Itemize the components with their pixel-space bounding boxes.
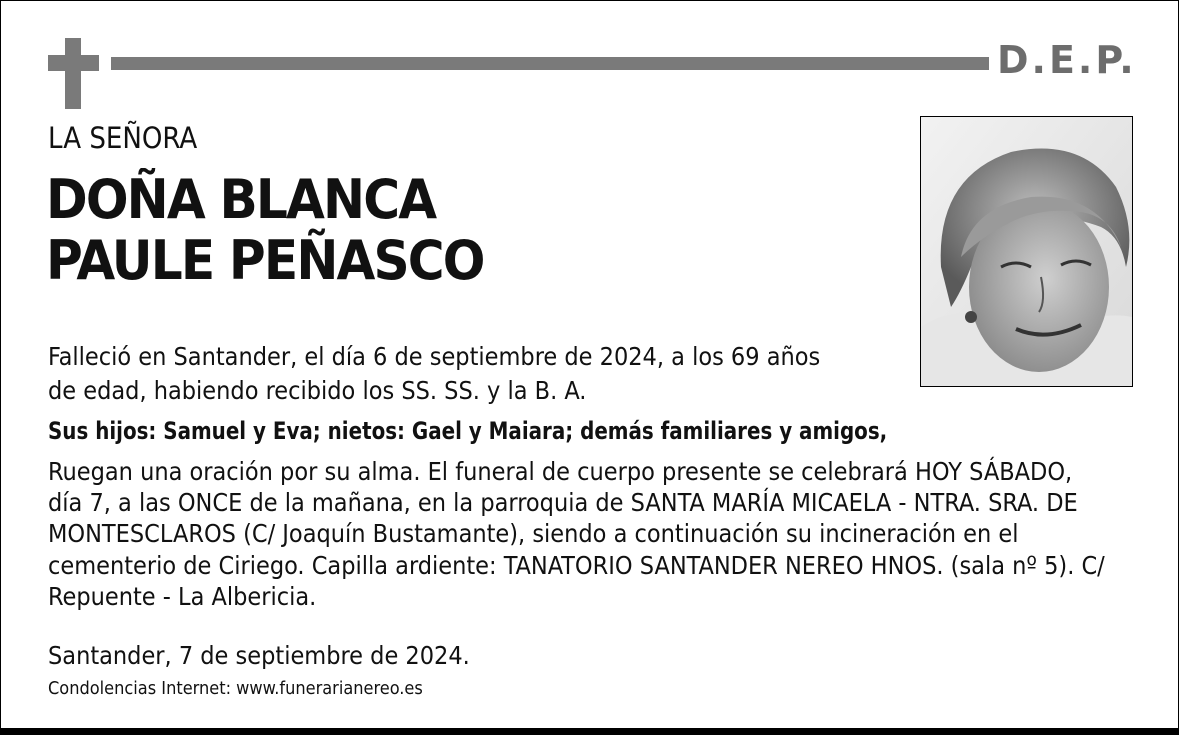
deceased-name-line2: PAULE PEÑASCO	[46, 229, 484, 292]
header-rule	[111, 57, 989, 70]
funeral-details: Ruegan una oración por su alma. El funeral de cuerpo presente se celebrará HOY SÁBADO, día 7, a las ONCE de la mañana, en la parroquia de SANTA MARÍA MICAELA - NTRA. SRA. DE MONTESCLAROS (C/ Joaquín Bustamante), siendo a continuación su incineración en el cementerio de Ciriego. Capilla ardiente: TANATORIO SANTANDER NEREO HNOS. (sala nº 5). C/ Repuente - La Albericia.	[48, 457, 1105, 611]
place-date: Santander, 7 de septiembre de 2024.	[48, 641, 470, 670]
portrait-photo	[920, 116, 1133, 387]
dep-label: D.E.P.	[997, 38, 1137, 82]
death-line-1: Falleció en Santander, el día 6 de septiembre de 2024, a los 69 años	[48, 342, 821, 371]
family-line: Sus hijos: Samuel y Eva; nietos: Gael y Maiara; demás familiares y amigos,	[48, 417, 888, 445]
cross-horizontal-bar	[48, 55, 99, 71]
condolences-link[interactable]: Condolencias Internet: www.funerarianereo.es	[48, 678, 423, 699]
deceased-name	[46, 169, 484, 291]
deceased-name-line1: DOÑA BLANCA	[46, 168, 436, 231]
title-prefix: LA SEÑORA	[48, 121, 198, 155]
death-line-2: de edad, habiendo recibido los SS. SS. y la B. A.	[48, 376, 587, 405]
cross-vertical-bar	[65, 38, 81, 109]
